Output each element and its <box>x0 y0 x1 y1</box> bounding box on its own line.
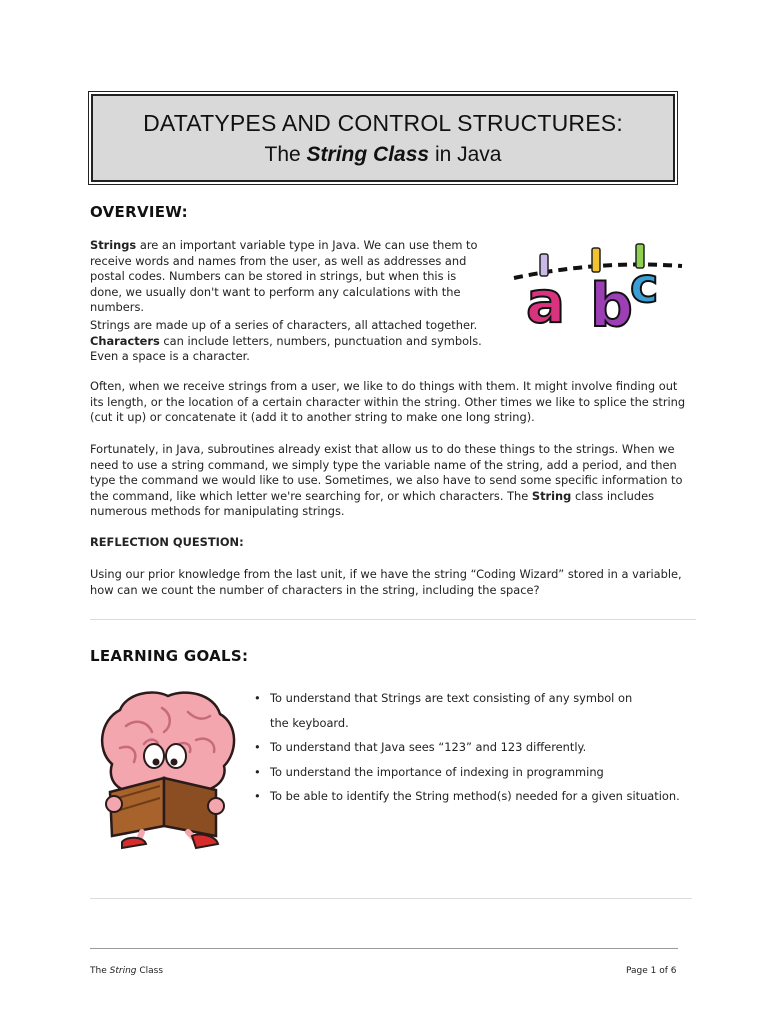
subtitle-prefix: The <box>264 143 301 166</box>
reflection-question-heading: REFLECTION QUESTION: <box>90 535 244 549</box>
section-divider <box>90 619 696 620</box>
document-title: DATATYPES AND CONTROL STRUCTURES: <box>143 110 623 136</box>
learning-goals-list <box>252 686 692 809</box>
subtitle-emphasis: String Class <box>306 143 430 166</box>
list-item: • To understand the importance of indexing in programming <box>252 760 692 785</box>
list-item: • To understand that Java sees “123” and 123 differently. <box>252 735 692 760</box>
brain-reading-book-illustration <box>92 686 242 854</box>
reflection-question-text: Using our prior knowledge from the last unit, if we have the string “Coding Wizard” stored in a variable, how can we count the number of characters in the string, including the space? <box>90 567 682 597</box>
list-item: • To understand that Strings are text consisting of any symbol on the keyboard. <box>252 686 650 735</box>
footer-rule <box>90 948 678 949</box>
list-item: • To be able to identify the String method(s) needed for a given situation. <box>252 784 692 809</box>
footer-left: The String Class <box>90 966 164 976</box>
strings-term: Strings <box>90 238 137 252</box>
abc-clothesline-illustration <box>512 238 684 334</box>
letter-c: c <box>630 258 659 314</box>
letter-a: a <box>526 268 566 334</box>
overview-paragraph-1: Strings are an important variable type in Java. We can use them to receive words and names from the user, as well as addresses and postal codes. Numbers can be stored in strings, but when this is done, we usually don't want to perform any calculations with the numbers. <box>90 238 478 314</box>
section-divider <box>90 898 692 899</box>
document-subtitle <box>93 143 673 167</box>
letter-b: b <box>590 271 633 334</box>
overview-paragraph-2: Strings are made up of a series of characters, all attached together. Characters can include letters, numbers, punctuation and symbols. Even a space is a character. <box>90 318 482 363</box>
string-term: String <box>531 488 572 503</box>
page-number: Page 1 of 6 <box>626 966 677 976</box>
subtitle-suffix: in Java <box>434 143 502 166</box>
overview-paragraph-3: Often, when we receive strings from a user, we like to do things with them. It might involve finding out its length, or the location of a certain character within the string. Other times we like to splice the string (cut it up) or concatenate it (add it to another string to make one long string). <box>90 379 686 424</box>
title-box <box>91 94 675 182</box>
characters-term: Characters <box>90 333 160 348</box>
learning-goals-heading: LEARNING GOALS: <box>90 647 249 665</box>
overview-paragraph-4: Fortunately, in Java, subroutines already exist that allow us to do these things to the strings. When we need to use a string command, we simply type the variable name of the string, add a period, and then type the command we would like to use. Sometimes, we also have to send some specific information to the command, like which letter we're searching for, or which characters. The String class includes numerous methods for manipulating strings. <box>90 442 683 518</box>
overview-heading: OVERVIEW: <box>90 203 188 221</box>
